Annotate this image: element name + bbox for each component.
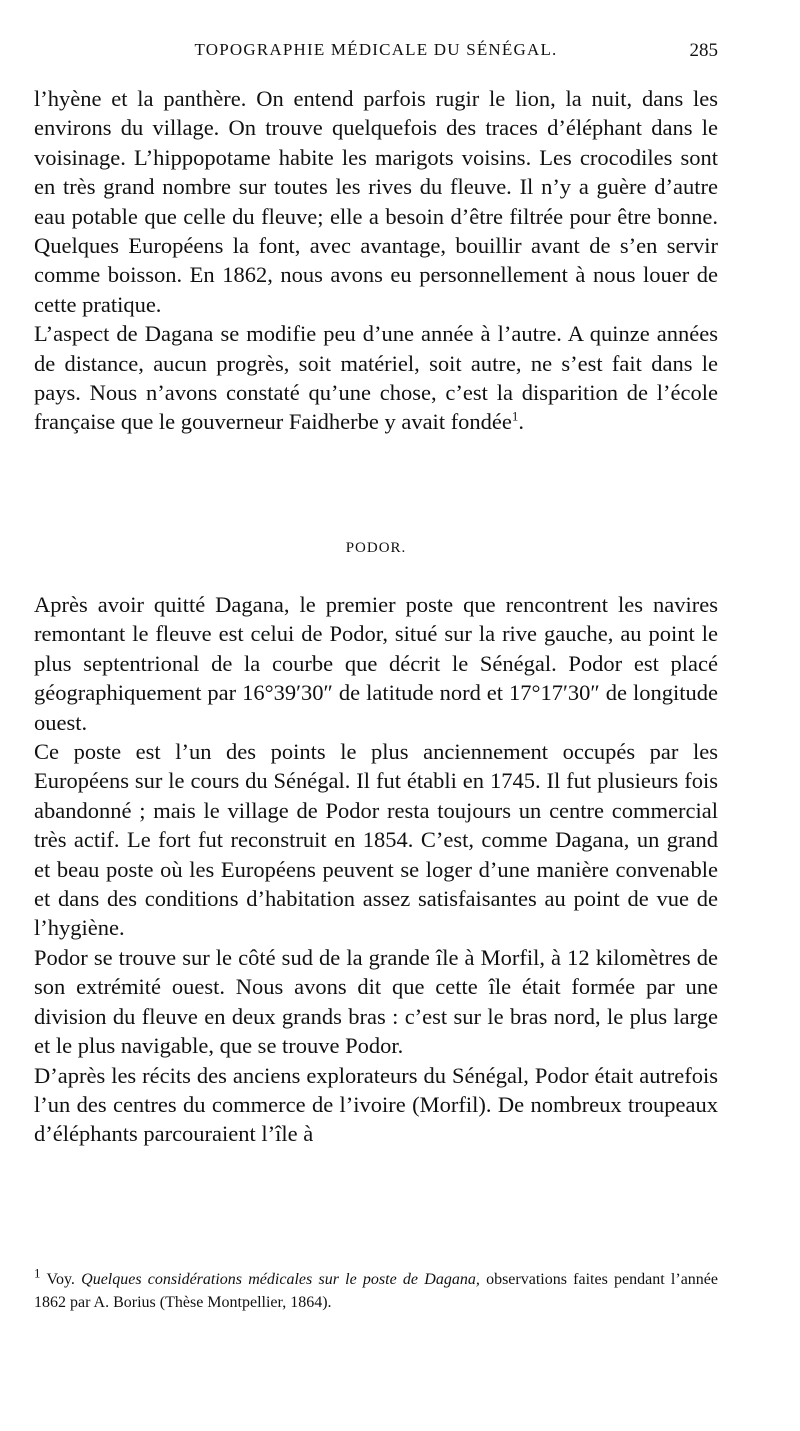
footnote-title: Quelques considérations médicales sur le poste de Dagana, xyxy=(81,1271,480,1288)
section-paragraph: Ce poste est l’un des points le plus anciennement occupés par les Européens sur le cours du Sénégal. Il fut établi en 1745. Il fut plusieurs fois abandonné ; mais le village de Podor resta toujours un centre commercial très actif. Le fort fut reconstruit en 1854. C’est, comme Dagana, un grand et beau poste où les Européens peuvent se loger d’une manière convenable et dans des conditions d’habitation assez satisfaisantes au point de vue de l’hygiène. xyxy=(34,739,718,941)
book-page xyxy=(34,0,718,1431)
paragraph-text: L’aspect de Dagana se modifie peu d’une année à l’autre. A quinze années de distance, aucun progrès, soit matériel, soit autre, ne s’est fait dans le pays. Nous n’avons constaté qu’une chose, c’est la disparition de l’école française que le gouverneur Faidherbe y avait fondée xyxy=(34,321,718,435)
running-title: TOPOGRAPHIE MÉDICALE DU SÉNÉGAL. xyxy=(194,40,558,59)
section-paragraph: Podor se trouve sur le côté sud de la grande île à Morfil, à 12 kilomètres de son extrémité ouest. Nous avons dit que cette île était formée par une division du fleuve en deux grands bras : c’est sur le bras nord, le plus large et le plus navigable, que se trouve Podor. xyxy=(34,944,718,1059)
footnote-marker: 1 xyxy=(34,1265,41,1281)
footnote-prefix: Voy. xyxy=(46,1271,75,1288)
section-text xyxy=(34,590,718,1149)
body-paragraph: l’hyène et la panthère. On entend parfois rugir le lion, la nuit, dans les environs du village. On trouve quelquefois des traces d’éléphant dans le voisinage. L’hippopotame habite les marigots voisins. Les crocodiles sont en très grand nombre sur toutes les rives du fleuve. Il n’y a guère d’autre eau potable que celle du fleuve; elle a besoin d’être filtrée pour être bonne. Quelques Européens la font, avec avantage, bouillir avant de s’en servir comme boisson. En 1862, nous avons eu personnellement à nous louer de cette pratique. xyxy=(34,86,718,317)
page-number: 285 xyxy=(689,40,718,61)
footnote-reference: 1 xyxy=(511,408,519,424)
paragraph-end: . xyxy=(518,409,525,435)
running-head xyxy=(34,40,718,70)
section-heading: PODOR. xyxy=(345,540,407,556)
section-paragraph: D’après les récits des anciens explorateurs du Sénégal, Podor était autrefois l’un des centres du commerce de l’ivoire (Morfil). De nombreux troupeaux d’éléphants parcouraient l’île à xyxy=(34,1062,718,1147)
footnote xyxy=(34,1265,719,1314)
continued-text xyxy=(34,84,718,437)
section-paragraph: Après avoir quitté Dagana, le premier poste que rencontrent les navires remontant le fleuve est celui de Podor, situé sur la rive gauche, au point le plus septentrional de la courbe que décrit le Sénégal. Podor est placé géographiquement par 16°39′30″ de latitude nord et 17°17′30″ de longitude ouest. xyxy=(34,592,718,735)
body-paragraph-with-footnote xyxy=(34,319,718,437)
footnote-text: observations faites pendant l’année 1862 par A. Borius (Thèse Montpellier, 1864). xyxy=(34,1271,719,1311)
